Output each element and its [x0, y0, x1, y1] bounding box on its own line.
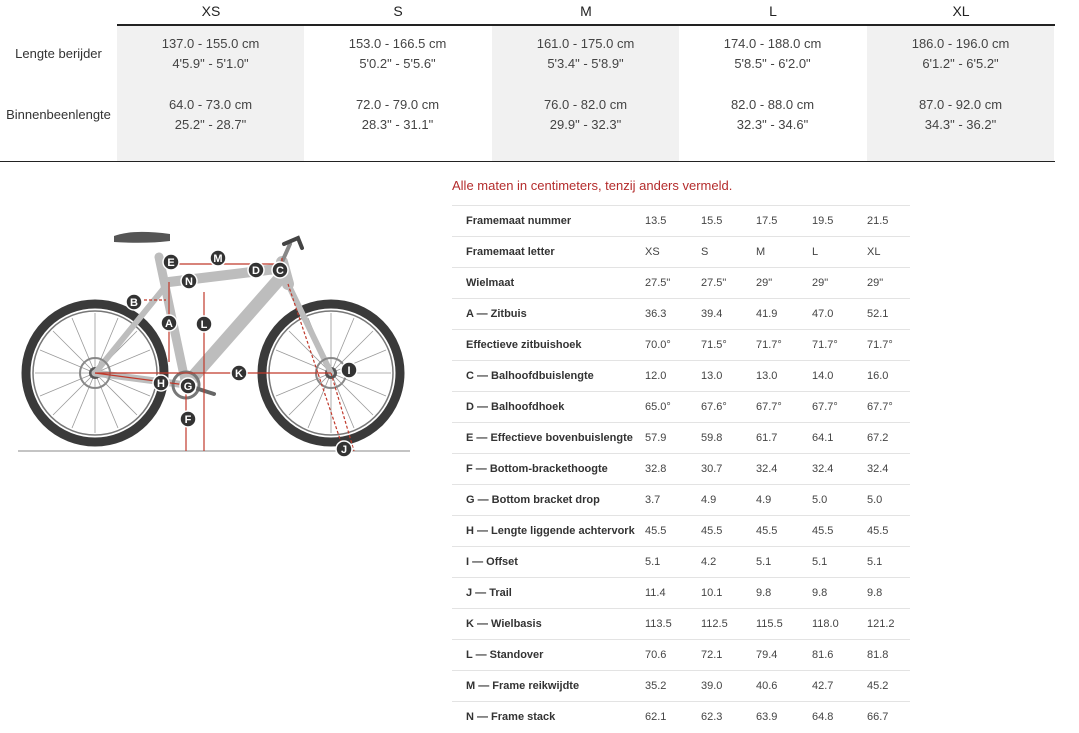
geometry-value: 5.0: [812, 494, 828, 506]
geometry-label: L — Standover: [466, 649, 544, 661]
geometry-label: G — Bottom bracket drop: [466, 494, 600, 506]
table-row: [452, 546, 910, 578]
cell-metric: 137.0 - 155.0 cm: [161, 36, 260, 51]
geometry-value: L: [812, 246, 819, 258]
geometry-value: 67.7°: [812, 401, 838, 413]
geometry-value: 5.0: [867, 494, 883, 506]
geometry-value: 19.5: [812, 215, 834, 227]
cell-imperial: 34.3" - 36.2": [924, 117, 997, 132]
geometry-value: 57.9: [645, 432, 667, 444]
marker-a-icon: [161, 315, 177, 331]
svg-text:J: J: [340, 444, 348, 456]
cell-metric: 87.0 - 92.0 cm: [918, 97, 1003, 112]
table-row: [452, 360, 910, 392]
geometry-value: 13.5: [645, 215, 667, 227]
geometry-value: 13.0: [701, 370, 723, 382]
geometry-label: Wielmaat: [466, 277, 515, 289]
cell-metric: 153.0 - 166.5 cm: [348, 36, 447, 51]
geometry-label: F — Bottom-brackethoogte: [466, 463, 608, 475]
table-row: [452, 391, 910, 423]
geometry-value: 10.1: [701, 587, 723, 599]
geometry-value: 9.8: [756, 587, 772, 599]
geometry-label: H — Lengte liggende achtervork: [466, 525, 635, 537]
cell-imperial: 5'0.2" - 5'5.6": [359, 56, 436, 71]
cell-metric: 82.0 - 88.0 cm: [730, 97, 815, 112]
geometry-value: 72.1: [701, 649, 723, 661]
geometry-value: M: [756, 246, 766, 258]
geometry-value: 39.4: [701, 308, 723, 320]
geometry-value: 4.2: [701, 556, 717, 568]
cell-imperial: 4'5.9" - 5'1.0": [172, 56, 249, 71]
geometry-label: Framemaat letter: [466, 246, 555, 258]
geometry-value: 79.4: [756, 649, 778, 661]
marker-k-icon: [231, 365, 247, 381]
geometry-value: 5.1: [867, 556, 883, 568]
geometry-value: 115.5: [756, 618, 783, 630]
geometry-value: 15.5: [701, 215, 723, 227]
geometry-label: D — Balhoofdhoek: [466, 401, 565, 413]
geometry-label: C — Balhoofdbuislengte: [466, 370, 594, 382]
geometry-value: 29": [756, 277, 773, 289]
svg-text:L: L: [200, 319, 208, 331]
rider-height-m: [492, 34, 679, 74]
geometry-value: 41.9: [756, 308, 778, 320]
geometry-label: A — Zitbuis: [466, 308, 527, 320]
geometry-value: XS: [645, 246, 660, 258]
geometry-label: I — Offset: [466, 556, 518, 568]
geometry-value: 11.4: [645, 587, 666, 599]
geometry-value: 45.5: [701, 525, 723, 537]
size-header-l: L: [769, 3, 777, 19]
geometry-value: 32.8: [645, 463, 667, 475]
geometry-value: S: [701, 246, 709, 258]
geometry-value: 65.0°: [645, 401, 671, 413]
marker-c-icon: [272, 262, 288, 278]
table-row: [452, 670, 910, 702]
size-header-m: M: [580, 3, 592, 19]
marker-d-icon: [248, 262, 264, 278]
svg-text:A: A: [165, 318, 173, 330]
geometry-value: 67.7°: [867, 401, 893, 413]
geometry-value: 3.7: [645, 494, 661, 506]
geometry-value: 16.0: [867, 370, 889, 382]
svg-text:C: C: [276, 265, 284, 277]
geometry-value: 42.7: [812, 680, 834, 692]
table-row: [452, 484, 910, 516]
cell-imperial: 25.2" - 28.7": [174, 117, 247, 132]
size-header-xl: XL: [952, 3, 970, 19]
marker-i-icon: [341, 362, 357, 378]
geometry-value: 9.8: [812, 587, 828, 599]
geometry-value: 32.4: [756, 463, 778, 475]
geometry-value: 62.1: [645, 711, 667, 723]
rider-height-s: [304, 34, 491, 74]
geometry-value: 27.5": [701, 277, 727, 289]
size-header-s: S: [393, 3, 403, 19]
geometry-value: 39.0: [701, 680, 723, 692]
geometry-label: K — Wielbasis: [466, 618, 542, 630]
geometry-value: 5.1: [756, 556, 772, 568]
row-label-rider-height: Lengte berijder: [15, 46, 102, 61]
marker-g-icon: [180, 378, 196, 394]
geometry-value: 62.3: [701, 711, 723, 723]
size-header-xs: XS: [201, 3, 221, 19]
geometry-value: 81.8: [867, 649, 889, 661]
geometry-value: 21.5: [867, 215, 889, 227]
geometry-value: 81.6: [812, 649, 834, 661]
cell-imperial: 29.9" - 32.3": [549, 117, 622, 132]
geometry-value: 71.7°: [756, 339, 782, 351]
svg-text:E: E: [167, 257, 175, 269]
cell-metric: 174.0 - 188.0 cm: [723, 36, 822, 51]
geometry-value: 121.2: [867, 618, 895, 630]
table-row: [452, 608, 910, 640]
marker-n-icon: [181, 273, 197, 289]
geometry-value: 29": [812, 277, 829, 289]
geometry-value: 52.1: [867, 308, 889, 320]
geometry-value: 71.5°: [701, 339, 727, 351]
geometry-value: 71.7°: [812, 339, 838, 351]
size-header-row: [117, 0, 1055, 26]
svg-text:G: G: [183, 381, 193, 393]
geometry-value: 45.2: [867, 680, 889, 692]
geometry-value: 66.7: [867, 711, 889, 723]
geometry-value: 35.2: [645, 680, 667, 692]
table-row: [452, 515, 910, 547]
svg-text:M: M: [213, 253, 223, 265]
geometry-label: E — Effectieve bovenbuislengte: [466, 432, 633, 444]
geometry-value: 71.7°: [867, 339, 893, 351]
inseam-l: [679, 95, 866, 135]
row-label-inseam: Binnenbeenlengte: [6, 107, 111, 122]
table-row: [452, 298, 910, 330]
geometry-value: XL: [867, 246, 881, 258]
geometry-value: 32.4: [867, 463, 889, 475]
inseam-xl: [867, 95, 1054, 135]
inseam-s: [304, 95, 491, 135]
rider-height-xs: [117, 34, 304, 74]
table-row: [452, 639, 910, 671]
table-row: [452, 453, 910, 485]
geometry-value: 9.8: [867, 587, 883, 599]
cell-imperial: 5'8.5" - 6'2.0": [734, 56, 811, 71]
geometry-value: 4.9: [701, 494, 717, 506]
svg-text:F: F: [184, 414, 192, 426]
cell-metric: 76.0 - 82.0 cm: [543, 97, 628, 112]
geometry-value: 63.9: [756, 711, 778, 723]
inseam-m: [492, 95, 679, 135]
geometry-value: 67.7°: [756, 401, 782, 413]
rider-height-xl: [867, 34, 1054, 74]
geometry-label: J — Trail: [466, 587, 512, 599]
geometry-value: 64.1: [812, 432, 834, 444]
geometry-value: 112.5: [701, 618, 728, 630]
marker-l-icon: [196, 316, 212, 332]
inseam-xs: [117, 95, 304, 135]
geometry-value: 47.0: [812, 308, 834, 320]
geometry-value: 5.1: [645, 556, 661, 568]
table-row: [452, 329, 910, 361]
geometry-value: 4.9: [756, 494, 772, 506]
marker-f-icon: [180, 411, 196, 427]
handlebar: [284, 238, 302, 248]
geometry-value: 14.0: [812, 370, 834, 382]
geometry-value: 40.6: [756, 680, 778, 692]
table-row: [452, 701, 910, 733]
geometry-value: 118.0: [812, 618, 839, 630]
table-row: [452, 236, 910, 268]
geometry-value: 70.6: [645, 649, 667, 661]
table-row: [452, 422, 910, 454]
geometry-value: 12.0: [645, 370, 667, 382]
geometry-label: Framemaat nummer: [466, 215, 572, 227]
saddle: [114, 232, 170, 243]
geometry-value: 113.5: [645, 618, 672, 630]
geometry-value: 32.4: [812, 463, 834, 475]
geometry-value: 45.5: [645, 525, 667, 537]
table-row: [452, 205, 910, 237]
marker-m-icon: [210, 250, 226, 266]
size-table-body: [0, 26, 1055, 162]
svg-text:B: B: [130, 297, 138, 309]
geometry-value: 67.2: [867, 432, 889, 444]
cell-metric: 161.0 - 175.0 cm: [536, 36, 635, 51]
cell-imperial: 28.3" - 31.1": [361, 117, 434, 132]
geometry-value: 45.5: [756, 525, 778, 537]
svg-text:I: I: [347, 365, 351, 377]
geometry-value: 59.8: [701, 432, 723, 444]
svg-text:D: D: [252, 265, 260, 277]
table-row: [452, 577, 910, 609]
geometry-value: 67.6°: [701, 401, 727, 413]
geometry-value: 13.0: [756, 370, 778, 382]
marker-h-icon: [153, 375, 169, 391]
geometry-value: 27.5": [645, 277, 671, 289]
marker-j-icon: [336, 441, 352, 457]
geometry-value: 45.5: [867, 525, 889, 537]
cell-metric: 72.0 - 79.0 cm: [355, 97, 440, 112]
geometry-label: M — Frame reikwijdte: [466, 680, 580, 692]
geometry-value: 30.7: [701, 463, 723, 475]
geometry-label: Effectieve zitbuishoek: [466, 339, 582, 351]
units-note: Alle maten in centimeters, tenzij anders vermeld.: [452, 178, 733, 193]
table-row: [452, 267, 910, 299]
geometry-label: N — Frame stack: [466, 711, 556, 723]
geometry-value: 5.1: [812, 556, 828, 568]
geometry-value: 17.5: [756, 215, 778, 227]
bike-geometry-illustration: [14, 222, 414, 462]
marker-b-icon: [126, 294, 142, 310]
geometry-value: 61.7: [756, 432, 778, 444]
cell-imperial: 6'1.2" - 6'5.2": [922, 56, 999, 71]
svg-text:K: K: [235, 368, 243, 380]
geometry-value: 36.3: [645, 308, 667, 320]
cell-imperial: 32.3" - 34.6": [736, 117, 809, 132]
geometry-value: 45.5: [812, 525, 834, 537]
geometry-value: 29": [867, 277, 884, 289]
geometry-value: 70.0°: [645, 339, 671, 351]
svg-text:H: H: [157, 378, 165, 390]
cell-imperial: 5'3.4" - 5'8.9": [547, 56, 624, 71]
geometry-value: 64.8: [812, 711, 834, 723]
marker-e-icon: [163, 254, 179, 270]
cell-metric: 64.0 - 73.0 cm: [168, 97, 253, 112]
cell-metric: 186.0 - 196.0 cm: [911, 36, 1010, 51]
rider-height-l: [679, 34, 866, 74]
svg-text:N: N: [185, 276, 193, 288]
